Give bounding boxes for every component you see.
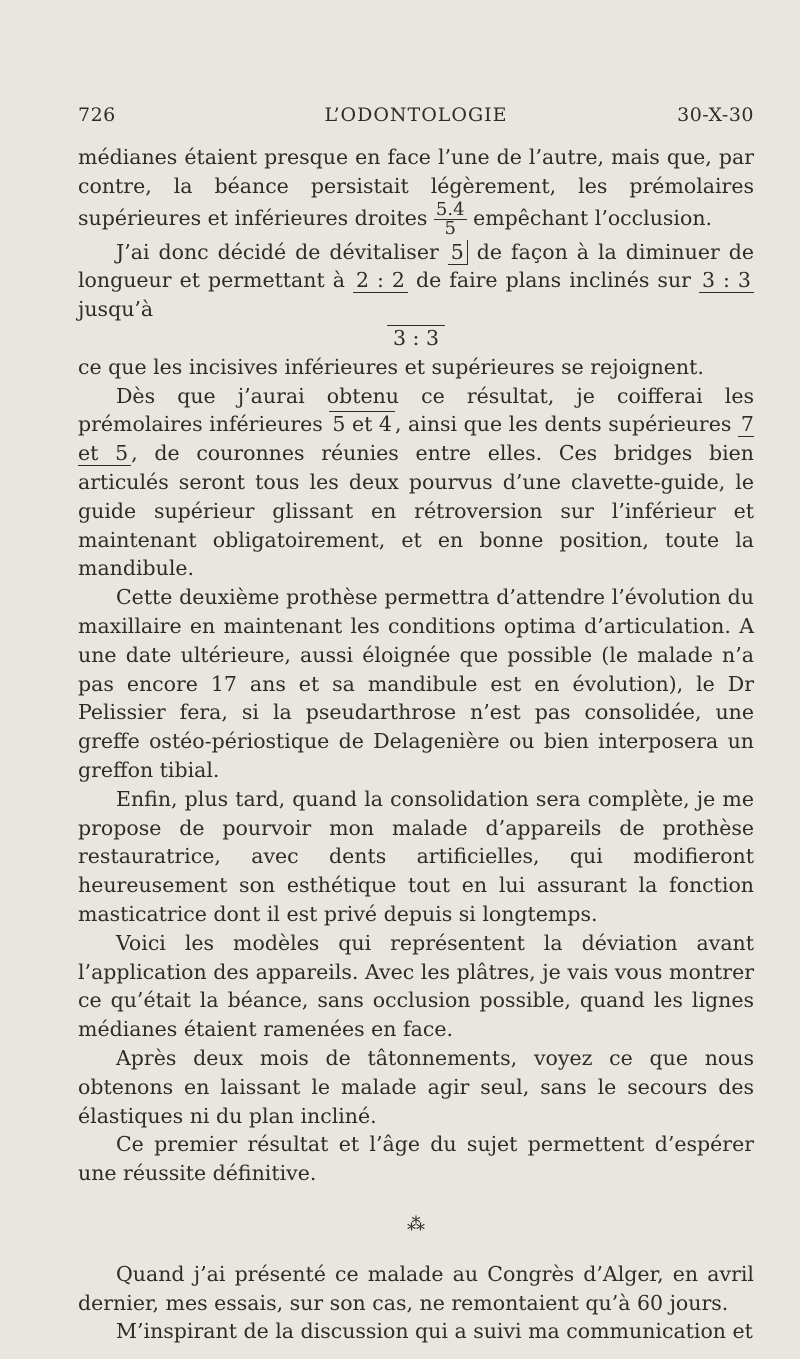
paragraph-9: Quand j’ai présenté ce malade au Congrès d’Alger, en avril dernier, mes essais, sur son cas, ne remontaient qu’à 60 jours.: [78, 1261, 754, 1315]
running-header: [78, 104, 754, 130]
paragraph-4: Cette deuxième prothèse permettra d’attendre l’évolution du maxillaire en maintenant les conditions optima d’articulation. A une date ultérieure, aussi éloignée que possible (le malade n’a pas encore 17 ans et sa mandibule est en évolution), le Dr Pelissier fera, si la pseudarthrose n’est pas consolidée, une greffe ostéo-périostique de Delagenière ou bien interposera un greffon tibial.: [78, 585, 754, 782]
tooth-notation: 2 : 2: [353, 268, 408, 293]
section-asterism: ⁂: [407, 1213, 425, 1235]
tooth-notation: 5 et 4: [329, 411, 395, 436]
dental-formula: 3 : 3: [78, 324, 754, 353]
paragraph-10: M’inspirant de la discussion qui a suivi ma communication et: [116, 1319, 753, 1344]
paragraph-7: Après deux mois de tâtonnements, voyez ce que nous obtenons en laissant le malade agir seul, sans le secours des élastiques ni du plan incliné.: [78, 1045, 754, 1128]
issue-date: 30-X-30: [677, 104, 754, 126]
tooth-notation: 7 et 5: [78, 412, 754, 466]
paragraph-1: médianes étaient presque en face l’une de l’autre, mais que, par contre, la béance persistait légèrement, les prémolaires supérieures et inférieures droites $\frac{5.4}{5}$ empêchant l’occlusion.: [78, 145, 754, 239]
journal-title: L’ODONTOLOGIE: [324, 104, 508, 126]
tooth-notation: 3 : 3: [699, 268, 754, 293]
tooth-notation: 5: [448, 240, 468, 265]
paragraph-5: Enfin, plus tard, quand la consolidation sera complète, je me propose de pourvoir mon malade d’appareils de prothèse restauratrice, avec dents artificielles, qui modifieront heureusement son esthétique tout en lui assurant la fonction masticatrice dont il est privé depuis si longtemps.: [78, 786, 754, 926]
article-body: [78, 143, 754, 1346]
paragraph-2-end: ce que les incisives inférieures et supérieures se rejoignent.: [78, 354, 704, 379]
page-number: 726: [78, 104, 116, 126]
dental-fraction: $\frac{5.4}{5}$: [435, 198, 465, 239]
paragraph-6: Voici les modèles qui représentent la déviation avant l’application des appareils. Avec les plâtres, je vais vous montrer ce qu’était la béance, sans occlusion possible, quand les lignes médianes étaient ramenées en face.: [78, 930, 754, 1042]
paragraph-2: J’ai donc décidé de dévitaliser 5 de façon à la diminuer de longueur et permettant à 2 : 2 de faire plans inclinés sur 3 : 3 jusqu’à: [78, 239, 754, 322]
paragraph-8: Ce premier résultat et l’âge du sujet permettent d’espérer une réussite définitive.: [78, 1132, 754, 1186]
paragraph-3: Dès que j’aurai obtenu ce résultat, je coifferai les prémolaires inférieures 5 et 4 , ainsi que les dents supérieures 7 et 5 , de couronnes réunies entre elles. Ces bridges bien articulés seront tous les deux pourvus d’une clavette-guide, le guide supérieur glissant en rétroversion sur l’inférieur et maintenant obligatoirement, et en bonne position, toute la mandibule.: [78, 383, 754, 581]
